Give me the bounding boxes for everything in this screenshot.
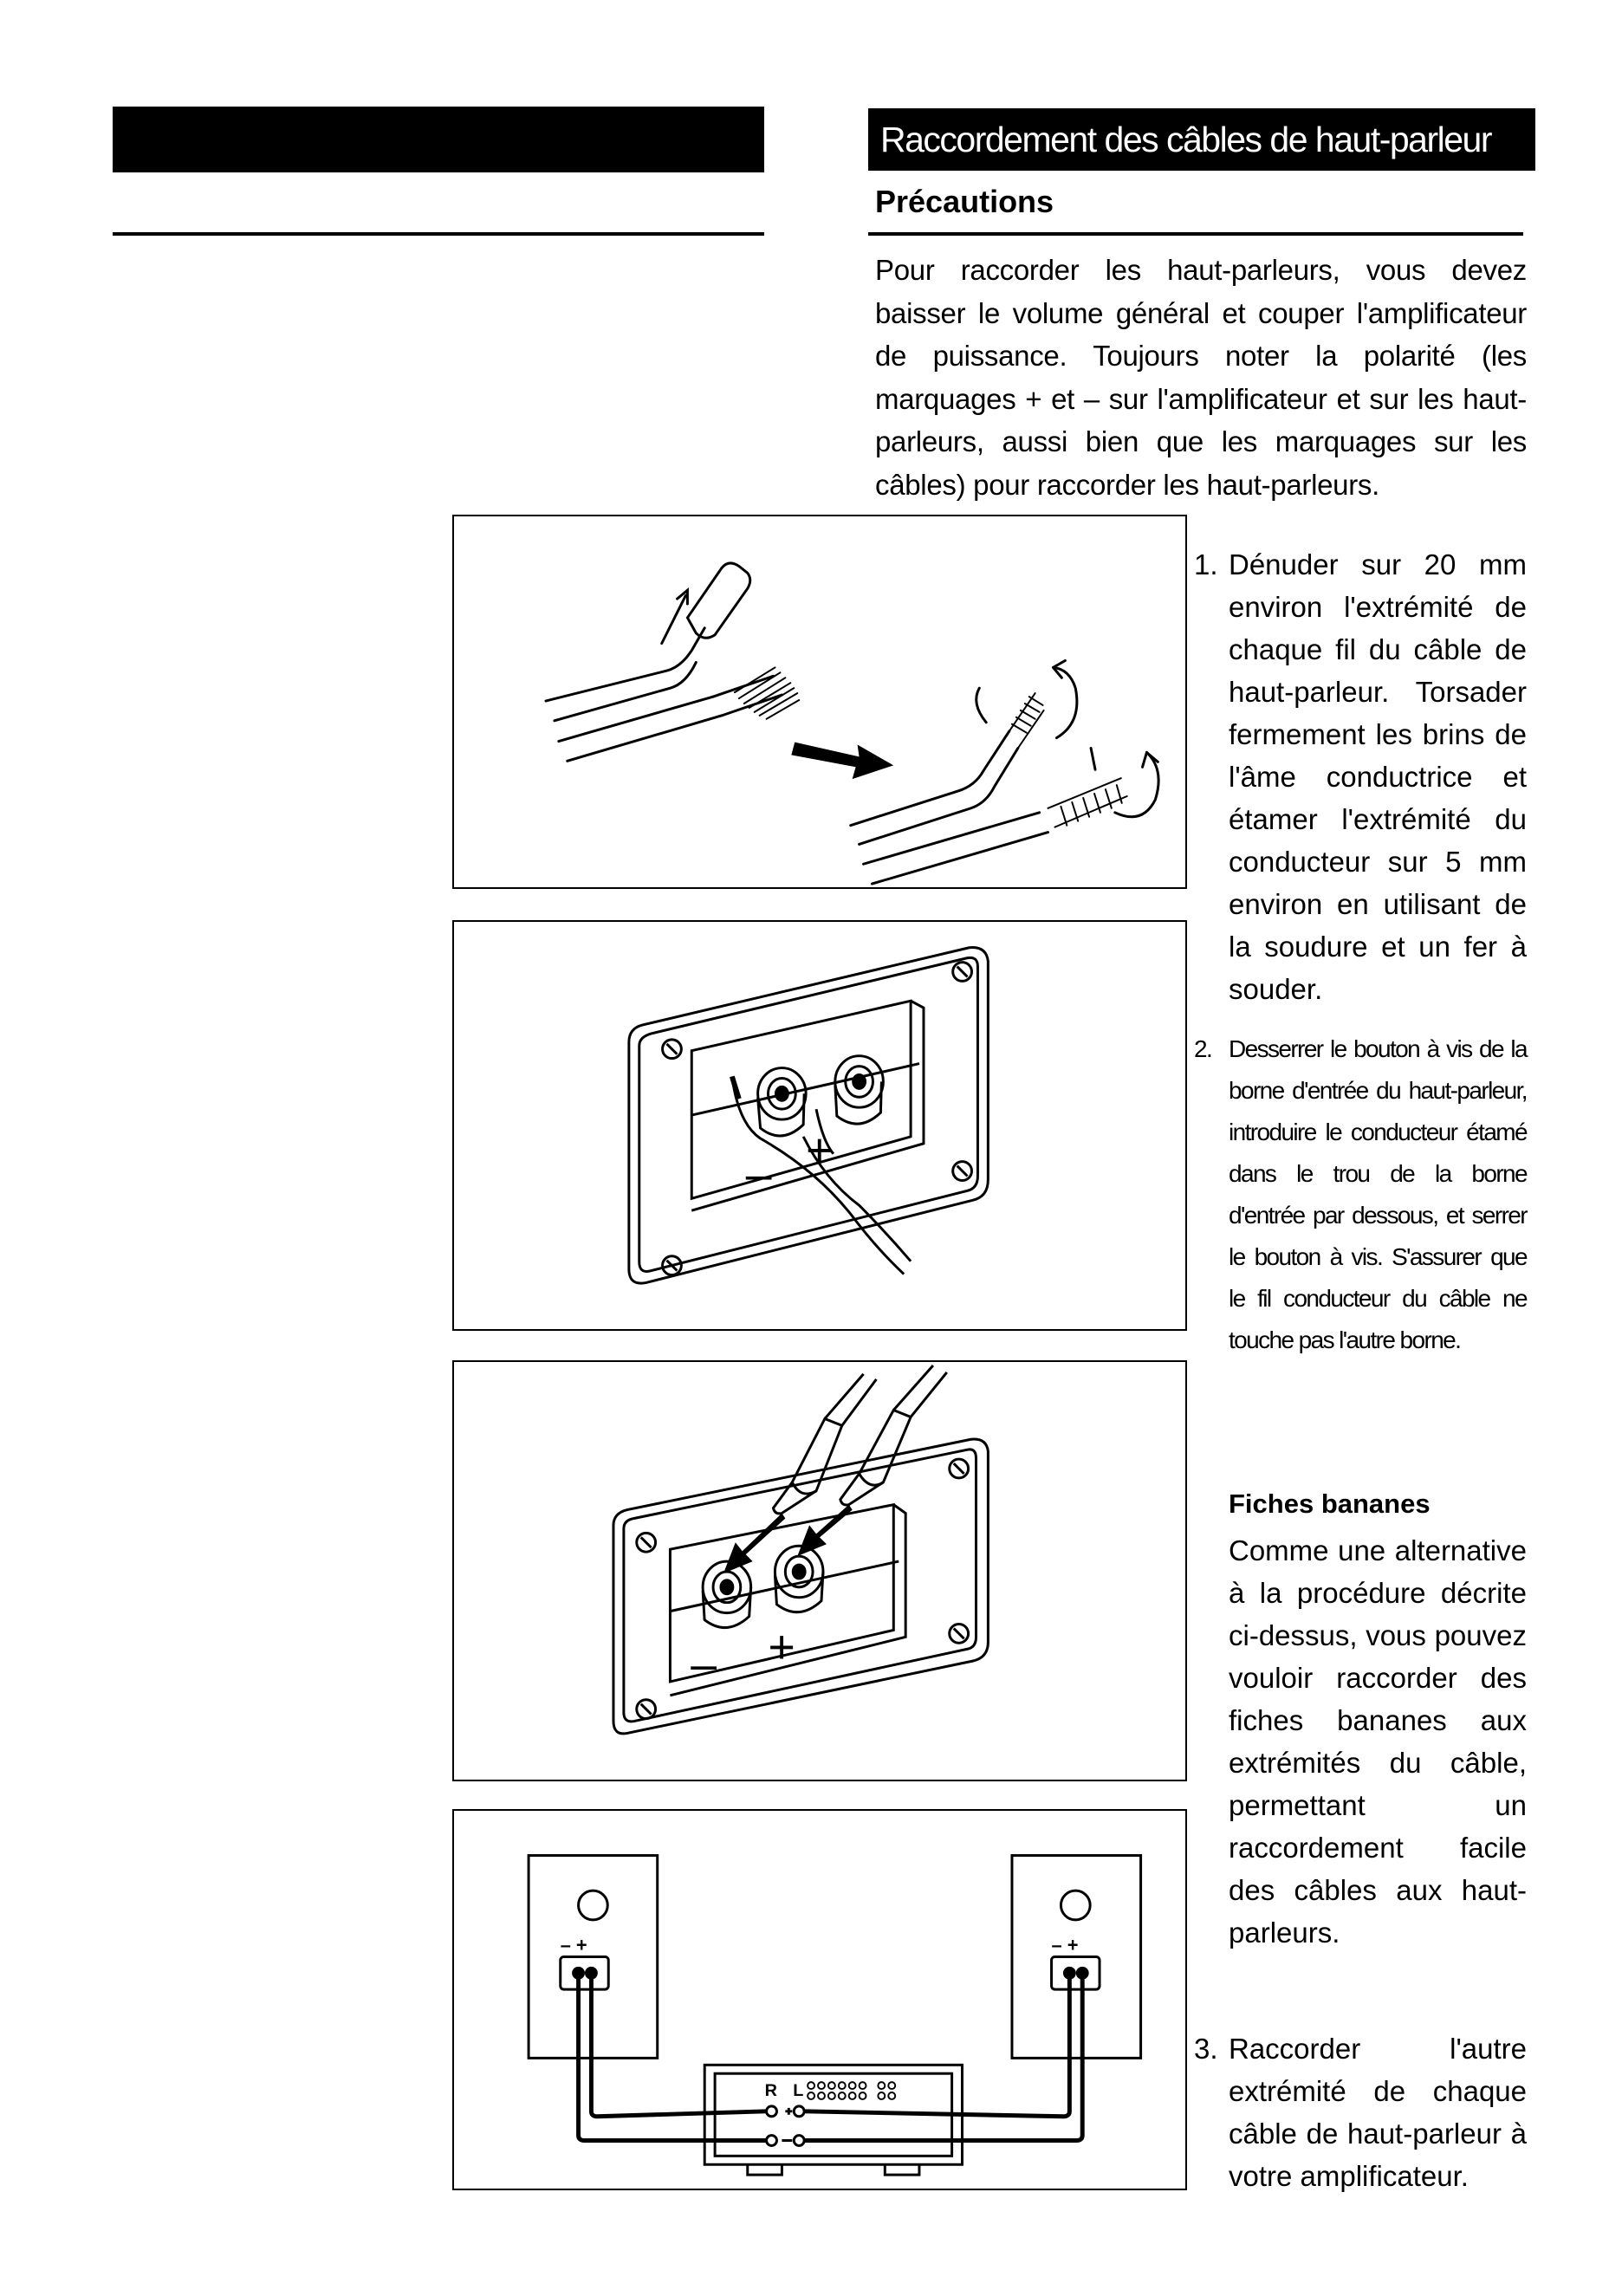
- subsection-heading: Précautions: [875, 184, 1054, 219]
- intro-paragraph: Pour raccorder les haut-parleurs, vous devez baisser le volume général et couper l'amplificateur de puissance. Toujours noter la polarité (les marquages + et – sur l'amplificateur et sur les haut-parleurs, aussi bien que les marquages sur les câbles) pour raccorder les haut-parleurs.: [875, 254, 1527, 501]
- amp-right-label: R: [764, 2080, 777, 2100]
- left-header-bar: [113, 107, 764, 172]
- banana-plug-figure: [452, 1360, 1187, 1781]
- step-2: [1194, 1028, 1527, 1453]
- left-speaker-polarity: – +: [560, 1934, 587, 1956]
- step-3: [1194, 2027, 1527, 2201]
- subsection-divider: [868, 232, 1523, 236]
- step-3-text: Raccorder l'autre extrémité de chaque câble de haut-parleur à votre amplificateur.: [1229, 2033, 1527, 2192]
- banana-plugs-heading: Fiches bananes: [1229, 1489, 1431, 1519]
- section-title: Raccordement des câbles de haut-parleur: [868, 108, 1535, 171]
- step-1-number: 1.: [1194, 548, 1218, 580]
- banana-plugs-text: Comme une alternative à la procédure décrite ci-dessus, vous pouvez vouloir raccorder des fiches bananes aux extrémités du câble, permettant un raccordement facile des câbles aux haut-parleurs.: [1229, 1534, 1527, 1949]
- step-3-number: 3.: [1194, 2033, 1218, 2065]
- step-1: [1194, 543, 1527, 1011]
- banana-plug-illustration: [454, 1362, 1185, 1780]
- binding-post-illustration: [454, 922, 1185, 1329]
- system-connection-figure: [452, 1809, 1187, 2190]
- binding-post-wire-figure: [452, 920, 1187, 1331]
- terminal-minus-label: –: [691, 1638, 717, 1690]
- step-2-text: Desserrer le bouton à vis de la borne d'entrée du haut-parleur, introduire le conducteur étamé dans le trou de la borne d'entrée par dessous, et serrer le bouton à vis. S'assurer que le fil conducteur du câble ne touche pas l'autre borne.: [1229, 1035, 1527, 1353]
- step-2-number: 2.: [1194, 1035, 1212, 1062]
- step-1-text: Dénuder sur 20 mm environ l'extrémité de chaque fil du câble de haut-parleur. Torsader fermement les brins de l'âme conductrice et étamer l'extrémité du conducteur sur 5 mm environ en utilisant de la soudure et un fer à souder.: [1229, 548, 1527, 1005]
- right-speaker-polarity: – +: [1051, 1934, 1079, 1956]
- amp-left-label: L: [793, 2080, 804, 2100]
- system-connection-diagram: [454, 1811, 1185, 2189]
- wire-stripping-figure: [452, 515, 1187, 889]
- terminal-plus-label: +: [806, 1125, 834, 1177]
- terminal-plus-label: +: [768, 1622, 795, 1674]
- left-divider: [113, 232, 764, 236]
- wire-stripping-illustration: [454, 516, 1185, 887]
- terminal-minus-label: –: [745, 1149, 772, 1201]
